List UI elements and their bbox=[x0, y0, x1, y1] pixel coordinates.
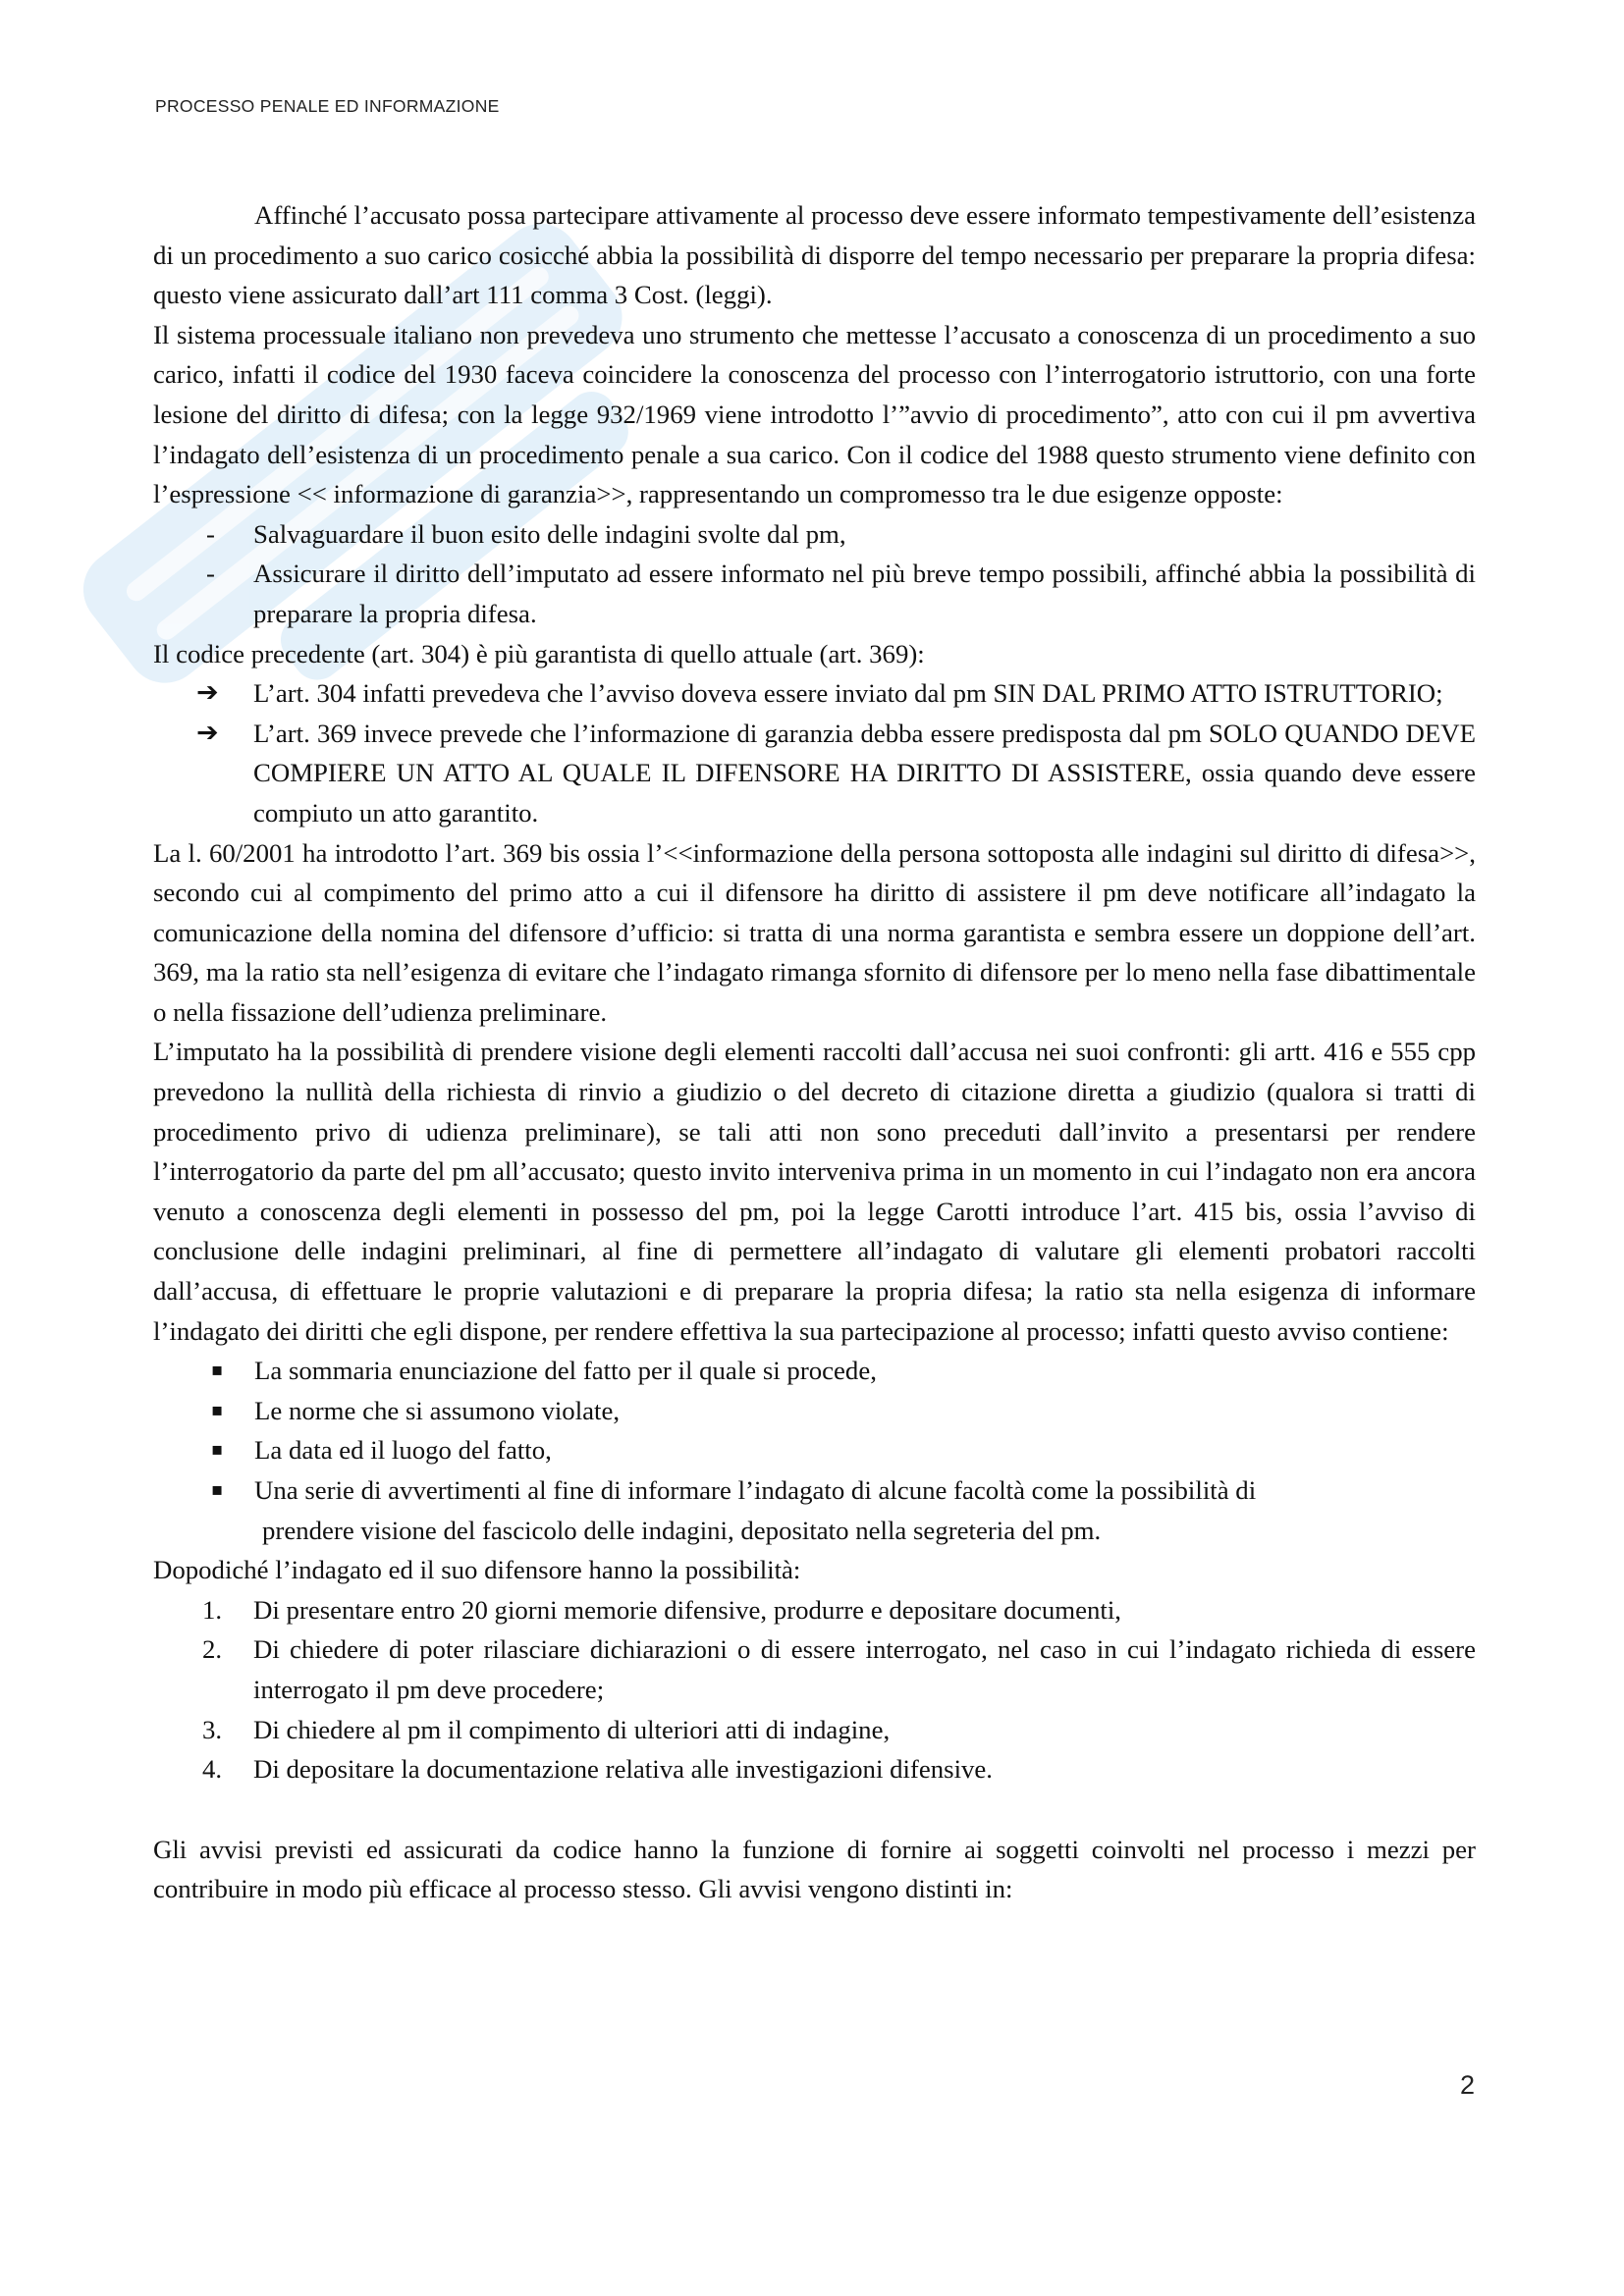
square-bullet-icon: ▪ bbox=[211, 1439, 224, 1461]
list-item-text: Le norme che si assumono violate, bbox=[254, 1395, 621, 1425]
list-item-text: Assicurare il diritto dell’imputato ad essere informato nel più breve tempo possibili, affinché abbia la possibilità di preparare la propria difesa. bbox=[253, 559, 1476, 628]
list-number: 3. bbox=[202, 1714, 223, 1744]
list-item-continuation: prendere visione del fascicolo delle indagini, depositato nella segreteria del pm. bbox=[262, 1515, 1102, 1545]
arrow-bullet-icon: ➔ bbox=[196, 717, 219, 748]
list-number: 4. bbox=[202, 1754, 223, 1785]
paragraph: L’imputato ha la possibilità di prendere visione degli elementi raccolti dall’accusa nei suoi confronti: gli artt. 416 e 555 cpp prevedono la nullità della richiesta di rinvio a giudizio o del decreto di citazione diretta a giudizio (qualora si tratti di procedimento privo di udienza preliminare), se tali atti non sono preceduti dall’invito a presentarsi per rendere l’interrogatorio da parte del pm all’accusato; questo invito interveniva prima in un momento in cui l’indagato non era ancora venuto a conoscenza degli elementi in possesso del pm, poi la legge Carotti introduce l’art. 415 bis, ossia l’avviso di conclusione delle indagini preliminari, al fine di permettere all’indagato di valutare gli elementi probatori raccolti dall’accusa, di effettuare le proprie valutazioni e di preparare la propria difesa; la ratio sta nella esigenza di informare l’indagato dei diritti che egli dispone, per rendere effettiva la sua partecipazione al processo; infatti questo avviso contiene: bbox=[153, 1037, 1476, 1346]
list-item-text: La data ed il luogo del fatto, bbox=[254, 1435, 552, 1466]
paragraph: Gli avvisi previsti ed assicurati da codice hanno la funzione di fornire ai soggetti coinvolti nel processo i mezzi per contribuire in modo più efficace al processo stesso. Gli avvisi vengono distinti in: bbox=[153, 1834, 1476, 1904]
dash-bullet: - bbox=[206, 518, 215, 549]
list-item bbox=[153, 1351, 1476, 1391]
dash-bullet: - bbox=[206, 559, 215, 589]
list-item bbox=[153, 1470, 1476, 1550]
square-bullet-icon: ▪ bbox=[211, 1360, 224, 1381]
list-item-text: Di presentare entro 20 giorni memorie difensive, produrre e depositare documenti, bbox=[253, 1594, 1121, 1625]
square-bullet-icon: ▪ bbox=[211, 1479, 224, 1500]
arrow-list bbox=[153, 673, 1476, 832]
list-item bbox=[153, 1590, 1476, 1630]
list-item-text: L’art. 369 invece prevede che l’informazione di garanzia debba essere predisposta dal pm SOLO QUANDO DEVE COMPIERE UN ATTO AL QUALE IL DIFENSORE HA DIRITTO DI ASSISTERE, ossia quando deve essere compiuto un atto garantito. bbox=[253, 718, 1476, 828]
list-item-text: L’art. 304 infatti prevedeva che l’avviso doveva essere inviato dal pm SIN DAL PRIMO ATTO ISTRUTTORIO; bbox=[253, 678, 1443, 709]
list-item bbox=[153, 1629, 1476, 1709]
square-bullet-icon: ▪ bbox=[211, 1399, 224, 1420]
list-item-text: La sommaria enunciazione del fatto per il quale si procede, bbox=[254, 1356, 877, 1386]
list-item-text: Di chiedere al pm il compimento di ulteriori atti di indagine, bbox=[253, 1714, 891, 1744]
arrow-bullet-icon: ➔ bbox=[196, 677, 219, 709]
list-item bbox=[153, 714, 1476, 833]
paragraph-gap bbox=[153, 1789, 1476, 1830]
square-list bbox=[153, 1351, 1476, 1550]
list-item-text: Di chiedere di poter rilasciare dichiarazioni o di essere interrogato, nel caso in cui l’indagato richieda di essere interrogato il pm deve procedere; bbox=[253, 1634, 1476, 1704]
list-item-text: Di depositare la documentazione relativa alle investigazioni difensive. bbox=[253, 1754, 994, 1785]
numbered-list bbox=[153, 1590, 1476, 1789]
page-number: 2 bbox=[1460, 2070, 1476, 2100]
paragraph: Affinché l’accusato possa partecipare attivamente al processo deve essere informato tempestivamente dell’esistenza di un procedimento a suo carico cosicché abbia la possibilità di disporre del tempo necessario per preparare la propria difesa: questo viene assicurato dall’art 111 comma 3 Cost. (leggi). bbox=[153, 200, 1476, 310]
paragraph: Dopodiché l’indagato ed il suo difensore hanno la possibilità: bbox=[153, 1555, 801, 1585]
document-body bbox=[153, 195, 1476, 1909]
paragraph: Il codice precedente (art. 304) è più garantista di quello attuale (art. 369): bbox=[153, 638, 925, 668]
list-item bbox=[153, 554, 1476, 633]
paragraph: Il sistema processuale italiano non prevedeva uno strumento che mettesse l’accusato a conoscenza di un procedimento a suo carico, infatti il codice del 1930 faceva coincidere la conoscenza del processo con l’interrogatorio istruttorio, con una forte lesione del diritto di difesa; con la legge 932/1969 viene introdotto l’”avvio di procedimento”, atto con cui il pm avvertiva l’indagato dell’esistenza di un procedimento penale a sua carico. Con il codice del 1988 questo strumento viene definito con l’espressione << informazione di garanzia>>, rappresentando un compromesso tra le due esigenze opposte: bbox=[153, 319, 1476, 509]
list-number: 2. bbox=[202, 1634, 223, 1665]
running-header: PROCESSO PENALE ED INFORMAZIONE bbox=[155, 96, 500, 116]
list-item bbox=[153, 673, 1476, 714]
list-item bbox=[153, 1391, 1476, 1431]
list-item bbox=[153, 514, 1476, 555]
list-item-text: Salvaguardare il buon esito delle indagini svolte dal pm, bbox=[253, 518, 846, 549]
list-item bbox=[153, 1710, 1476, 1750]
list-number: 1. bbox=[202, 1594, 223, 1625]
list-item bbox=[153, 1749, 1476, 1789]
list-item-text: Una serie di avvertimenti al fine di informare l’indagato di alcune facoltà come la possibilità di bbox=[254, 1475, 1257, 1505]
paragraph: La l. 60/2001 ha introdotto l’art. 369 bis ossia l’<<informazione della persona sottoposta alle indagini sul diritto di difesa>>, secondo cui al compimento del primo atto a cui il difensore ha diritto di assistere il pm deve notificare all’indagato la comunicazione della nomina del difensore d’ufficio: si tratta di una norma garantista e sembra essere un doppione dell’art. 369, ma la ratio sta nell’esigenza di evitare che l’indagato rimanga sfornito di difensore per lo meno nella fase dibattimentale o nella fissazione dell’udienza preliminare. bbox=[153, 837, 1476, 1027]
list-item bbox=[153, 1430, 1476, 1470]
dash-list bbox=[153, 514, 1476, 634]
